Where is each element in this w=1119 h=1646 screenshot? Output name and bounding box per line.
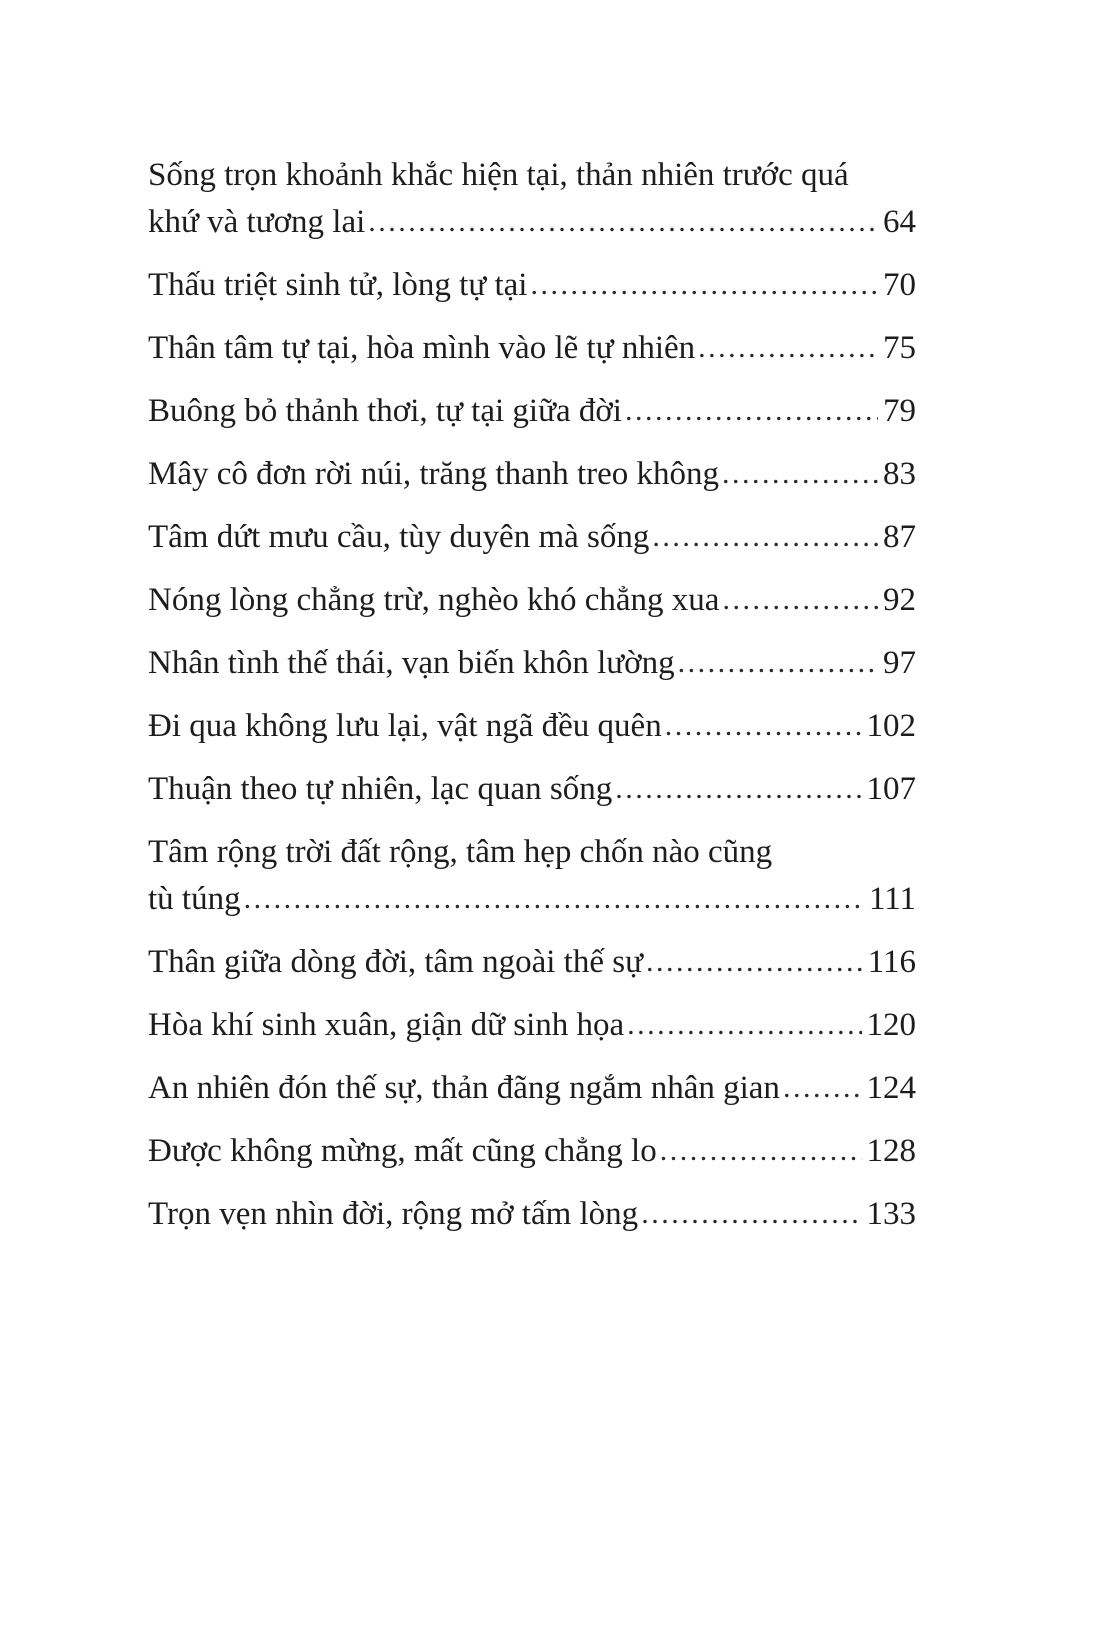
toc-leader-dots xyxy=(241,875,864,922)
toc-page-number: 133 xyxy=(866,1196,916,1232)
toc-entry-row xyxy=(148,577,916,624)
toc-entry xyxy=(148,1002,916,1049)
toc-leader-dots xyxy=(365,198,878,245)
toc-entry-row xyxy=(148,1002,916,1049)
toc-entry-title: An nhiên đón thế sự, thản đãng ngắm nhân gian xyxy=(148,1070,780,1106)
toc-entry-row xyxy=(148,703,916,750)
toc-entry xyxy=(148,577,916,624)
toc-leader-dots xyxy=(649,513,878,560)
toc-page-number: 128 xyxy=(866,1133,916,1169)
toc-entry xyxy=(148,703,916,750)
toc-leader-dots xyxy=(780,1064,862,1111)
toc-leader-dots xyxy=(719,576,878,623)
toc-entry-title: Tâm dứt mưu cầu, tùy duyên mà sống xyxy=(148,519,650,555)
toc-entry-title: Nóng lòng chẳng trừ, nghèo khó chẳng xua xyxy=(148,582,720,618)
toc-entry-title: tù túng xyxy=(148,881,241,917)
toc-page-number: 79 xyxy=(883,393,916,429)
toc-entry xyxy=(148,325,916,372)
toc-entry xyxy=(148,1065,916,1112)
toc-entry-title: Được không mừng, mất cũng chẳng lo xyxy=(148,1133,657,1169)
table-of-contents xyxy=(148,152,916,1254)
toc-entry-row xyxy=(148,876,916,923)
toc-entry xyxy=(148,1128,916,1175)
toc-entry-title-line: Tâm rộng trời đất rộng, tâm hẹp chốn nào cũng xyxy=(148,834,773,870)
toc-entry xyxy=(148,152,916,246)
toc-entry xyxy=(148,514,916,561)
toc-entry xyxy=(148,451,916,498)
toc-page-number: 111 xyxy=(868,881,916,917)
toc-page-number: 97 xyxy=(883,645,916,681)
toc-entry-title: Thuận theo tự nhiên, lạc quan sống xyxy=(148,771,613,807)
toc-entry-row xyxy=(148,640,916,687)
toc-entry xyxy=(148,939,916,986)
toc-entry-title: Thân giữa dòng đời, tâm ngoài thế sự xyxy=(148,944,643,980)
toc-entry-row xyxy=(148,1191,916,1238)
toc-page-number: 83 xyxy=(883,456,916,492)
toc-entry-row xyxy=(148,451,916,498)
toc-entry-row xyxy=(148,514,916,561)
toc-entry-title: Buông bỏ thảnh thơi, tự tại giữa đời xyxy=(148,393,622,429)
toc-entry-title: Mây cô đơn rời núi, trăng thanh treo không xyxy=(148,456,720,492)
toc-entry-title: Nhân tình thế thái, vạn biến khôn lường xyxy=(148,645,675,681)
toc-leader-dots xyxy=(622,387,878,434)
toc-entry-row xyxy=(148,1128,916,1175)
toc-entry-title-line: Sống trọn khoảnh khắc hiện tại, thản nhiên trước quá xyxy=(148,157,849,193)
toc-entry-row xyxy=(148,939,916,986)
toc-entry-row xyxy=(148,262,916,309)
toc-page-number: 120 xyxy=(866,1007,916,1043)
toc-entry-row xyxy=(148,388,916,435)
toc-leader-dots xyxy=(527,261,878,308)
toc-leader-dots xyxy=(695,324,878,371)
toc-entry-title: Thấu triệt sinh tử, lòng tự tại xyxy=(148,267,528,303)
toc-entry-title: Trọn vẹn nhìn đời, rộng mở tấm lòng xyxy=(148,1196,639,1232)
toc-entry-title: Hòa khí sinh xuân, giận dữ sinh họa xyxy=(148,1007,625,1043)
toc-page-number: 64 xyxy=(883,204,916,240)
toc-leader-dots xyxy=(643,938,863,985)
toc-leader-dots xyxy=(657,1127,862,1174)
toc-page-number: 116 xyxy=(867,944,916,980)
toc-page-number: 107 xyxy=(866,771,916,807)
toc-entry xyxy=(148,829,916,923)
toc-entry-row xyxy=(148,199,916,246)
toc-entry xyxy=(148,388,916,435)
toc-entry xyxy=(148,262,916,309)
toc-entry-row xyxy=(148,1065,916,1112)
toc-entry-title: khứ và tương lai xyxy=(148,204,366,240)
toc-leader-dots xyxy=(662,702,862,749)
toc-page-number: 102 xyxy=(866,708,916,744)
toc-page-number: 87 xyxy=(883,519,916,555)
toc-entry xyxy=(148,640,916,687)
toc-page-number: 70 xyxy=(883,267,916,303)
toc-leader-dots xyxy=(612,765,861,812)
toc-entry-row xyxy=(148,325,916,372)
toc-entry xyxy=(148,1191,916,1238)
toc-entry-title: Thân tâm tự tại, hòa mình vào lẽ tự nhiên xyxy=(148,330,696,366)
toc-entry xyxy=(148,766,916,813)
toc-leader-dots xyxy=(624,1001,861,1048)
toc-leader-dots xyxy=(719,450,878,497)
toc-page-number: 92 xyxy=(883,582,916,618)
toc-leader-dots xyxy=(675,639,878,686)
toc-page-number: 75 xyxy=(883,330,916,366)
toc-entry-row xyxy=(148,766,916,813)
toc-entry-title: Đi qua không lưu lại, vật ngã đều quên xyxy=(148,708,662,744)
toc-leader-dots xyxy=(638,1190,861,1237)
toc-page-number: 124 xyxy=(866,1070,916,1106)
